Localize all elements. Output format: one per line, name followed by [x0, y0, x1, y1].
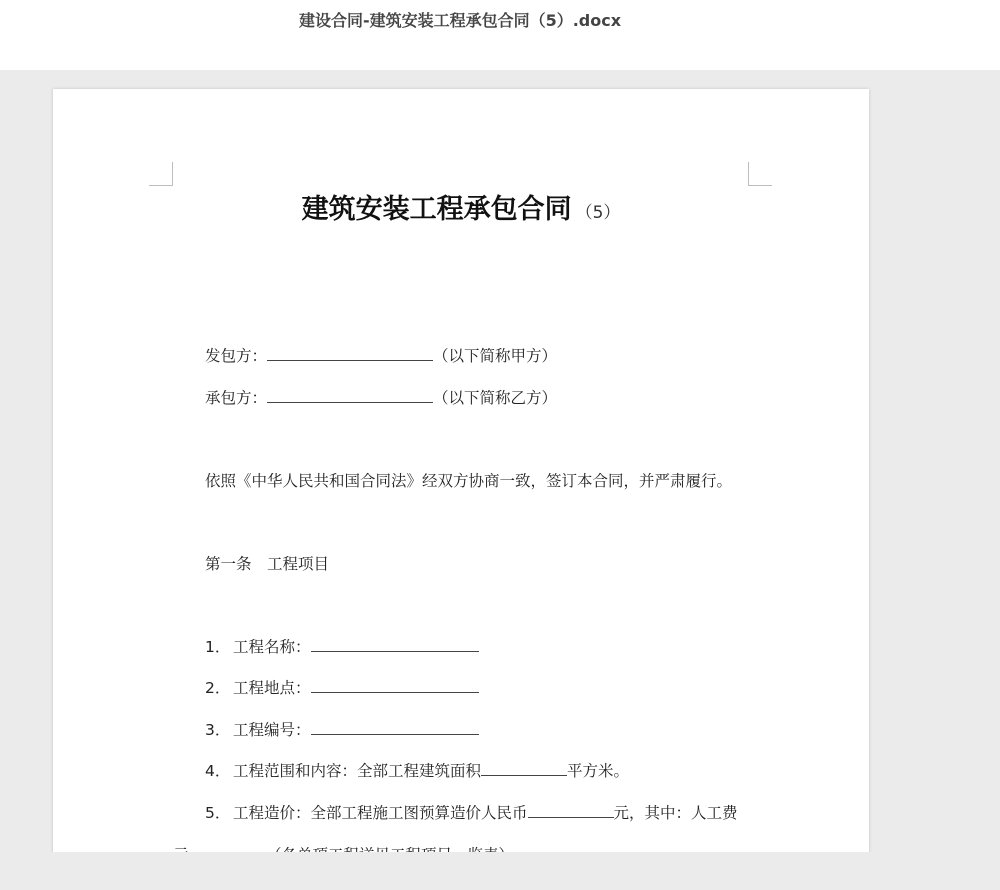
party-a-label: 发包方： [205, 347, 268, 365]
party-a-blank [267, 344, 433, 361]
item-5-suffix: 元，其中：人工费 [613, 804, 738, 822]
item-1-number: 1． [205, 638, 231, 656]
document-page [53, 89, 869, 869]
title-bar [0, 0, 1000, 70]
item-1 [205, 635, 479, 657]
party-b-suffix: （以下简称乙方） [433, 389, 558, 407]
heading-text: 建筑安装工程承包合同 [301, 194, 572, 225]
bottom-bar [0, 852, 1000, 890]
item-5-number: 5． [205, 804, 231, 822]
heading-number: （5） [575, 203, 621, 223]
party-a-suffix: （以下简称甲方） [433, 347, 558, 365]
item-4-blank [481, 759, 567, 776]
item-2-number: 2． [205, 679, 231, 697]
item-4-suffix: 平方米。 [567, 762, 630, 780]
item-5-label: 工程造价：全部工程施工图预算造价人民币 [233, 804, 528, 822]
item-4-label: 工程范围和内容：全部工程建筑面积 [233, 762, 482, 780]
article-1-title: 第一条 工程项目 [205, 555, 330, 573]
document-heading [53, 187, 869, 226]
item-2 [205, 676, 479, 698]
item-5-blank [528, 801, 614, 818]
document-file-title: 建设合同-建筑安装工程承包合同（5）.docx [298, 11, 622, 30]
party-b-blank [267, 386, 433, 403]
item-2-blank [311, 676, 479, 693]
intro-paragraph: 依照《中华人民共和国合同法》经双方协商一致，签订本合同，并严肃履行。 [205, 472, 733, 490]
item-5 [205, 801, 738, 823]
item-1-blank [311, 635, 479, 652]
item-4 [205, 759, 629, 781]
item-2-label: 工程地点： [233, 679, 311, 697]
item-3-label: 工程编号： [233, 721, 311, 739]
item-1-label: 工程名称： [233, 638, 311, 656]
item-3-number: 3． [205, 721, 231, 739]
item-3-blank [311, 718, 479, 735]
margin-corner-mark-right [748, 162, 772, 186]
party-b-label: 承包方： [205, 389, 268, 407]
party-a-line [205, 344, 557, 366]
item-4-number: 4． [205, 762, 231, 780]
party-b-line [205, 386, 557, 408]
item-3 [205, 718, 479, 740]
margin-corner-mark-left [149, 162, 173, 186]
